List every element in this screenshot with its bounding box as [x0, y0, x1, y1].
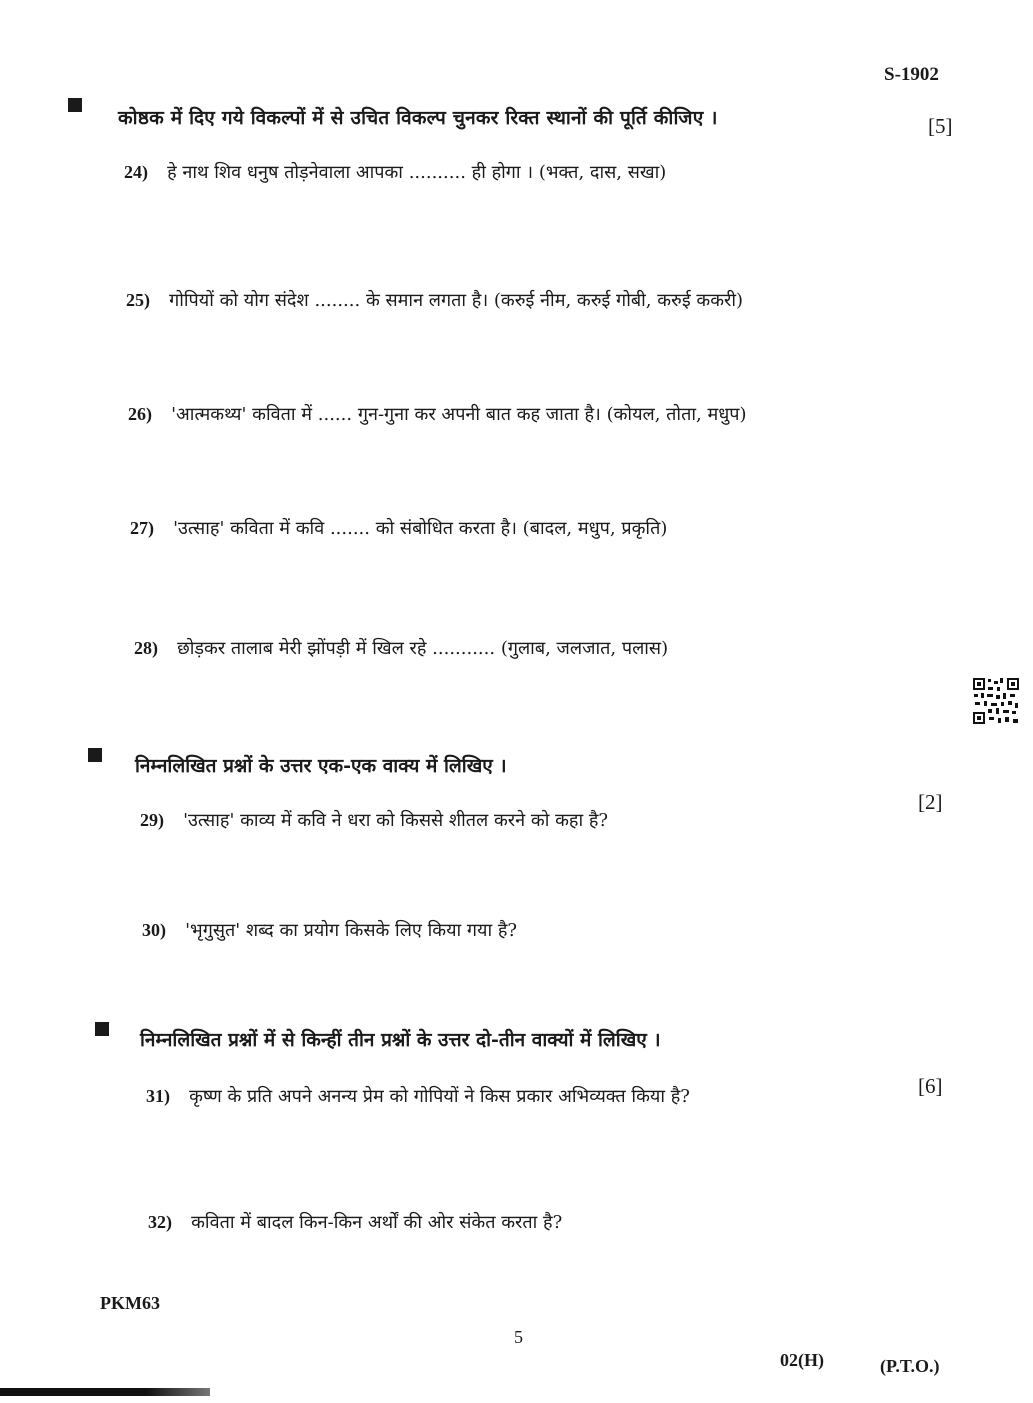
version-code: 02(H): [780, 1350, 824, 1370]
square-bullet-icon: [95, 1022, 109, 1036]
section-3-marks: [6]: [918, 1074, 943, 1098]
section-3-heading: निम्नलिखित प्रश्नों में से किन्हीं तीन प्रश्नों के उत्तर दो-तीन वाक्यों में लिखिए ।: [140, 1029, 661, 1051]
question-number: 28): [134, 638, 158, 658]
question-number: 25): [126, 290, 150, 310]
scan-edge-divider: [0, 1388, 210, 1396]
square-bullet-icon: [88, 748, 102, 762]
question-27: [130, 516, 667, 540]
question-text: 'आत्मकथ्य' कविता में ...... गुन-गुना कर अपनी बात कह जाता है। (कोयल, तोता, मधुप): [171, 404, 747, 425]
section-1-marks: [5]: [928, 114, 953, 138]
qr-code-icon: [972, 677, 1020, 725]
question-text: हे नाथ शिव धनुष तोड़नेवाला आपका .......... ही होगा । (भक्त, दास, सखा): [167, 162, 667, 183]
question-text: कविता में बादल किन-किन अर्थों की ओर संकेत करता है?: [191, 1212, 563, 1233]
question-29: [140, 808, 608, 832]
section-2-heading: निम्नलिखित प्रश्नों के उत्तर एक-एक वाक्य में लिखिए ।: [135, 755, 507, 777]
question-number: 31): [146, 1086, 170, 1106]
question-text: 'भृगुसुत' शब्द का प्रयोग किसके लिए किया गया है?: [185, 920, 518, 941]
question-number: 24): [124, 162, 148, 182]
question-number: 29): [140, 810, 164, 830]
question-26: [128, 402, 747, 426]
footer-code: PKM63: [100, 1293, 160, 1313]
question-25: [126, 288, 743, 312]
question-24: [124, 160, 666, 184]
question-text: छोड़कर तालाब मेरी झोंपड़ी में खिल रहे ........... (गुलाब, जलजात, पलास): [177, 638, 669, 659]
page-number: 5: [514, 1327, 523, 1347]
question-number: 27): [130, 518, 154, 538]
question-31: [146, 1084, 690, 1108]
paper-code: S-1902: [884, 64, 939, 85]
section-1-heading: कोष्ठक में दिए गये विकल्पों में से उचित विकल्प चुनकर रिक्त स्थानों की पूर्ति कीजिए ।: [118, 107, 718, 129]
question-text: 'उत्साह' कविता में कवि ....... को संबोधित करता है। (बादल, मधुप, प्रकृति): [173, 518, 668, 539]
question-text: गोपियों को योग संदेश ........ के समान लगता है। (करुई नीम, करुई गोबी, करुई ककरी): [169, 290, 744, 311]
square-bullet-icon: [68, 98, 82, 112]
question-number: 30): [142, 920, 166, 940]
question-30: [142, 918, 517, 942]
question-text: कृष्ण के प्रति अपने अनन्य प्रेम को गोपियों ने किस प्रकार अभिव्यक्त किया है?: [189, 1086, 690, 1107]
question-number: 26): [128, 404, 152, 424]
question-text: 'उत्साह' काव्य में कवि ने धरा को किससे शीतल करने को कहा है?: [183, 810, 609, 831]
section-2-marks: [2]: [918, 790, 943, 814]
pto-label: (P.T.O.): [880, 1356, 940, 1376]
question-32: [148, 1210, 562, 1234]
question-28: [134, 636, 668, 660]
question-number: 32): [148, 1212, 172, 1232]
